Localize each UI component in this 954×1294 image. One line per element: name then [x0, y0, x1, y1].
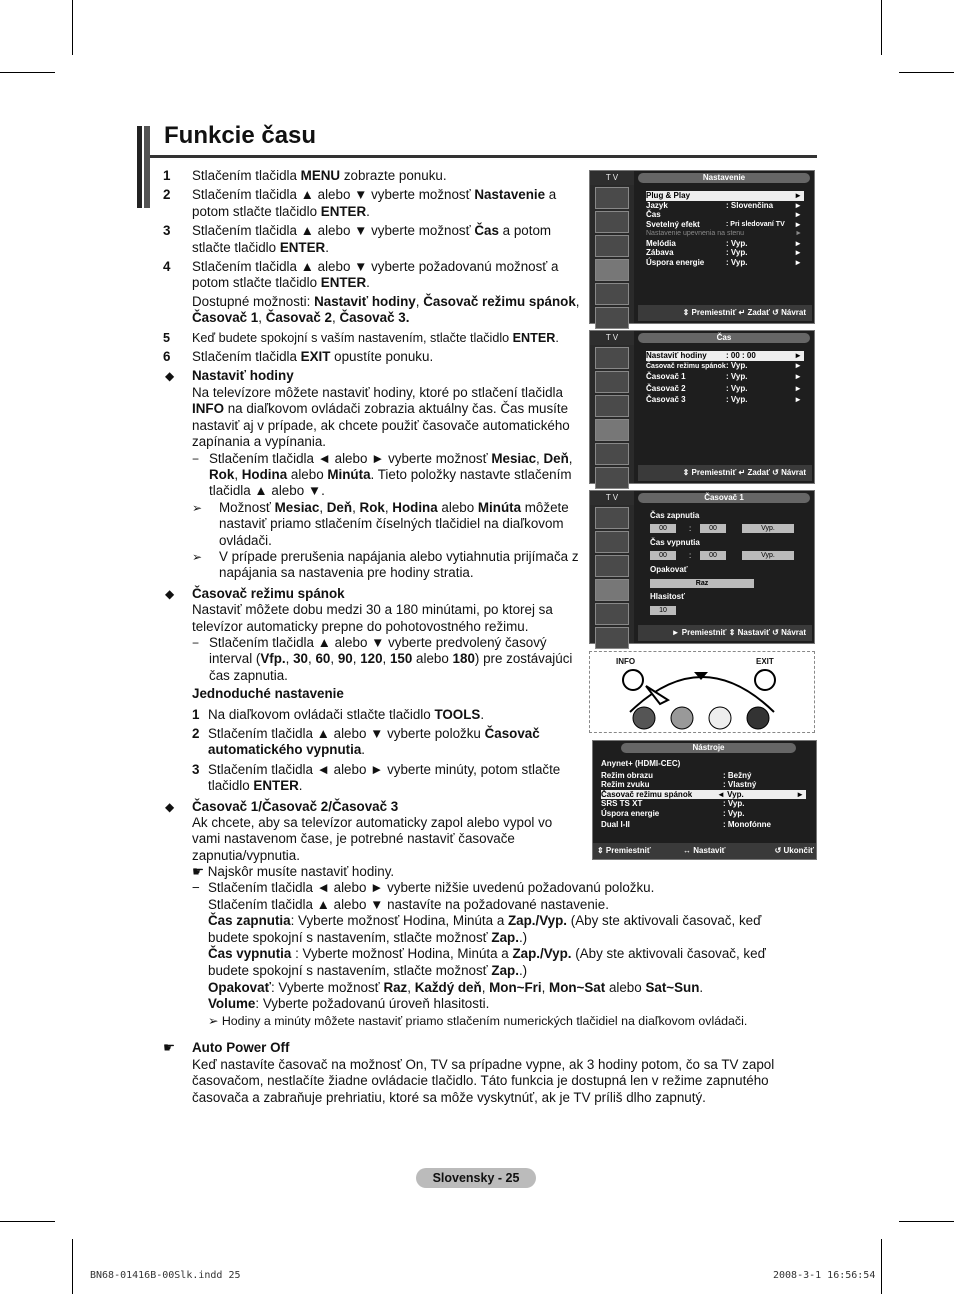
setup-gear-icon: [595, 419, 629, 441]
remote-control-illustration: [589, 651, 815, 733]
channel-icon: [595, 235, 629, 257]
step-5: 5 Keď budete spokojní s vaším nastavením, stlačte tlačidlo ENTER.: [163, 330, 559, 345]
step-2: 2 Stlačením tlačidla ▲ alebo ▼ vyberte možnosť Nastavenie a potom stlačte tlačidlo ENTER.: [163, 187, 557, 219]
picture-icon: [595, 187, 629, 209]
step-6: 6 Stlačením tlačidla EXIT opustíte ponuku.: [163, 349, 434, 365]
section-clock: ◆ Nastaviť hodiny Na televízore môžete nastaviť hodiny, ktoré po stlačení tlačidla INFO na diaľkovom ovládači zobrazia aktuálny čas. Čas musíte nastaviť aj v prípade, ak chcete použiť časovače automatického zapínania a vypínania. − Stlačením tlačidla ◄ alebo ► vyberte možnosť Mesiac, Deň, Rok, Hodina alebo Minúta. Tieto položky nastavte stlačením tlačidla ▲ alebo ▼. ➢ Možnosť Mesiac, Deň, Rok, Hodina alebo Minúta môžete nastaviť priamo stlačením číselných tlačidiel na diaľkovom ovládači. ➢ V prípade prerušenia napájania alebo vytiahnutia prijímača z napájania sa nastavenia pre hodiny stratia.: [165, 368, 579, 581]
crop-mark: [881, 1239, 882, 1294]
note-arrow-icon: ➢: [192, 500, 203, 515]
hand-note-icon: ☛: [163, 1040, 176, 1055]
sound-icon: [595, 211, 629, 233]
application-icon: [595, 307, 629, 329]
timer-details: − Stlačením tlačidla ◄ alebo ► vyberte nižšie uvedenú požadovanú položku. Stlačením tlačidla ▲ alebo ▼ nastavíte na požadované nastavenie. Čas zapnutia: Vyberte možnosť Hodina, Minúta a Zap./Vyp. (Aby ste aktivovali časovač, keď budete spokojní s nastavením, stlačte možnosť Zap..) Čas vypnutia : Vyberte možnosť Hodina, Minúta a Zap./Vyp. (Aby ste aktivovali časovač, keď budete spokojní s nastavením, stlačte možnosť Zap..) Opakovať: Vyberte možnosť Raz, Každý deň, Mon~Fri, Mon~Sat alebo Sat~Sun. Volume: Vyberte požadovanú úroveň hlasitosti. ➢ Hodiny a minúty môžete nastaviť priamo stlačením numerických tlačidiel na diaľkovom ovládači.: [192, 880, 766, 1028]
picture-icon: [595, 507, 629, 529]
crop-mark: [72, 1239, 73, 1294]
section-auto-power-off: ☛ Auto Power Off Keď nastavíte časovač na možnosť On, TV sa prípadne vypne, ak 3 hodiny potom, čo sa TV zapol časovačom, nestlačíte žiadne ovládacie tlačidlo. Táto funkcia je dostupná len v režime zapnutého časovača a zabraňuje prehriatiu, ktoré sa môže vyskytnúť, ak je TV príliš dlho zapnutý.: [163, 1040, 775, 1105]
channel-icon: [595, 395, 629, 417]
print-info-right: 2008-3-1 16:56:54: [773, 1270, 876, 1281]
crop-mark: [0, 72, 55, 73]
title-accent-bar: [144, 126, 150, 208]
osd-time-menu: T V Čas Nastaviť hodiny : 00 : 00 ► Časovač režimu spánok : Vyp. ► Časovač 1 : Vyp. ► Časovač 2 : Vyp. ► Časovač 3 : Vyp. ► ⇕ Premiestniť ↵ Zadať ↺ Návrat: [589, 330, 815, 484]
title-accent-bar: [137, 126, 142, 208]
print-info-left: BN68-01416B-00Slk.indd 25: [90, 1270, 241, 1281]
menu-icon-column: [590, 505, 634, 643]
diamond-bullet-icon: ◆: [165, 586, 175, 601]
title-rule: [150, 155, 817, 158]
page-number-badge: Slovensky - 25: [416, 1168, 536, 1188]
menu-icon-column: [590, 185, 634, 323]
page-title: Funkcie času: [164, 122, 317, 149]
section-sleep: ◆ Časovač režimu spánok Nastaviť môžete dobu medzi 30 a 180 minútami, po ktorej sa televízor automaticky prepne do pohotovostného režimu. − Stlačením tlačidla ▲ alebo ▼ vyberte predvolený časový interval (Vfp., 30, 60, 90, 120, 150 alebo 180) pre zostávajúci čas zapnutia. Jednoduché nastavenie 1 Na diaľkovom ovládači stlačte tlačidlo TOOLS. 2 Stlačením tlačidla ▲ alebo ▼ vyberte položku Časovač automatického vypnutia. 3 Stlačením tlačidla ◄ alebo ► vyberte minúty, potom stlačte tlačidlo ENTER.: [165, 585, 573, 794]
osd-tools-menu: Nástroje Anynet+ (HDMI-CEC) Režim obrazu : Bežný Režim zvuku : Vlastný Časovač režimu spánok ◄ Vyp. ► SRS TS XT : Vyp. Úspora energie : Vyp. Dual I-II : Monofónne ⇕ Premiestniť ↔ Nastaviť ↺ Ukončiť: [592, 740, 817, 860]
setup-gear-icon: [595, 579, 629, 601]
step-3: 3 Stlačením tlačidla ▲ alebo ▼ vyberte možnosť Čas a potom stlačte tlačidlo ENTER.: [163, 223, 552, 255]
crop-mark: [899, 1221, 954, 1222]
main-text: [163, 168, 583, 881]
sound-icon: [595, 371, 629, 393]
crop-mark: [881, 0, 882, 55]
note-arrow-icon: ➢: [208, 1013, 219, 1028]
input-icon: [595, 283, 629, 305]
diamond-bullet-icon: ◆: [165, 799, 175, 814]
osd-timer1-menu: T V Časovač 1 Čas zapnutia 00 : 00 Vyp. Čas vypnutia 00 : 00 Vyp. Opakovať Raz Hlasitosť 10 ► Premiestniť ⇕ Nastaviť ↺ Návrat: [589, 490, 815, 644]
sound-icon: [595, 531, 629, 553]
input-icon: [595, 443, 629, 465]
note-arrow-icon: ➢: [192, 549, 203, 564]
setup-gear-icon: [595, 259, 629, 281]
diamond-bullet-icon: ◆: [165, 369, 175, 384]
hand-note-icon: ☛: [192, 864, 205, 880]
section-timer: ◆ Časovač 1/Časovač 2/Časovač 3 Ak chcete, aby sa televízor automaticky zapol alebo vypol vo vami nastavenom čase, je potrebné nastaviť časovače zapnutia/vypnutia. ☛ Najskôr musíte nastaviť hodiny.: [165, 798, 553, 880]
info-button-label: INFO: [616, 657, 636, 666]
crop-mark: [899, 72, 954, 73]
crop-mark: [72, 0, 73, 55]
application-icon: [595, 467, 629, 489]
step-4: 4 Stlačením tlačidla ▲ alebo ▼ vyberte požadovanú možnosť a potom stlačte tlačidlo ENTER. Dostupné možnosti: Nastaviť hodiny, Časovač režimu spánok, Časovač 1, Časovač 2, Časovač 3.: [163, 259, 580, 326]
application-icon: [595, 627, 629, 649]
step-1: 1 Stlačením tlačidla MENU zobrazte ponuku.: [163, 168, 447, 183]
osd-setup-menu: T V Nastavenie Plug & Play ► Jazyk : Slovenčina ► Čas ► Svetelný efekt : Pri sledovaní TV ► Nastavenie upevnenia na stenu ► Melódia : Vyp. ► Zábava : Vyp. ► Úspora energie : Vyp. ► ⇕ Premiestniť ↵ Zadať ↺ Návrat: [589, 170, 815, 324]
menu-icon-column: [590, 345, 634, 483]
picture-icon: [595, 347, 629, 369]
channel-icon: [595, 555, 629, 577]
exit-button-label: EXIT: [756, 657, 774, 666]
input-icon: [595, 603, 629, 625]
crop-mark: [0, 1221, 55, 1222]
